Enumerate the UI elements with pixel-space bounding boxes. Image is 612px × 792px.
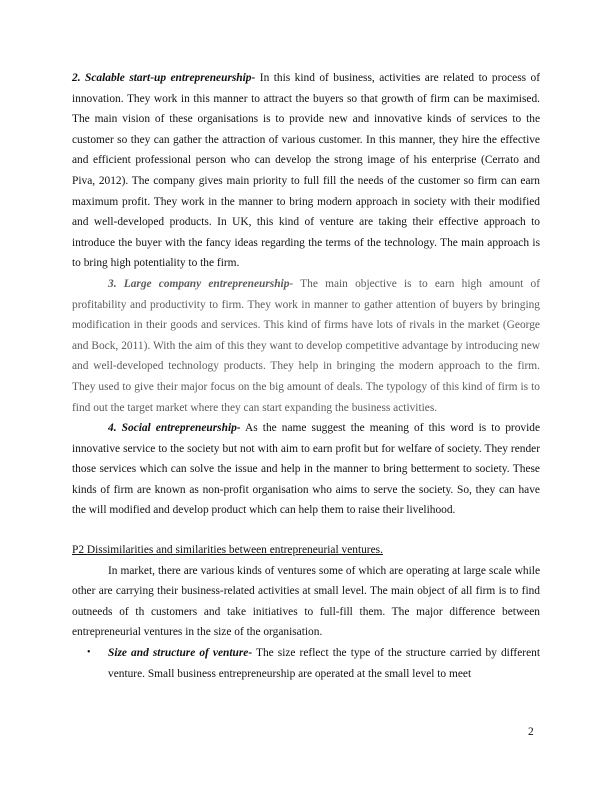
paragraph-body-scalable-startup: In this kind of business, activities are related to process of innovation. They work in this manner to attract the buyers so that growth of firm can be maximised. The main vision of these organisations is to provide new and innovative kinds of services to the customer so they can gather the attraction of various customer. In this manner, they hire the effective and efficient professional person who can develop the strong image of his enterprise (Cerrato and Piva, 2012). The company gives main priority to full fill the needs of the customer so firm can earn maximum profit. They work in the manner to bring modern approach in society with their modified and well-developed products. In UK, this kind of venture are taking their effective approach to introduce the buyer with the fancy ideas regarding the terms of the technology. The main approach is to bring high potentiality to the firm. xyxy=(72,72,541,270)
paragraph-scalable-startup xyxy=(72,68,540,274)
bullet-lead-size-structure: Size and structure of venture- xyxy=(108,647,253,660)
bullet-body-size-structure: The size reflect the type of the structure carried by different venture. Small business entrepreneurship are operated at the small level to meet xyxy=(108,647,540,680)
paragraph-social-entrepreneurship xyxy=(72,418,540,521)
page-content xyxy=(72,68,540,684)
paragraph-lead-large-company: 3. Large company entrepreneurship- xyxy=(108,277,294,290)
paragraph-body-large-company: The main objective is to earn high amount of profitability and productivity to firm. They work in manner to gather attention of buyers by bringing modification in their goods and services. This kind of firms have lots of rivals in the market (George and Bock, 2011). With the aim of this they want to develop competitive advantage by introducing new and well-developed technology products. They help in bringing the modern approach to the firm. They used to give their major focus on the big amount of deals. The typology of this kind of firm is to find out the target market where they can start expanding the business activities. xyxy=(72,277,540,414)
bullet-item-size-structure xyxy=(72,643,540,684)
section-heading: P2 Dissimilarities and similarities between entrepreneurial ventures. xyxy=(72,544,383,557)
paragraph-body-social: As the name suggest the meaning of this word is to provide innovative service to the society but not with aim to earn profit but for welfare of society. They render those services which can solve the issue and help in the manner to bring betterment to society. These kinds of firm are known as non-profit organisation who aims to serve the society. So, they can have the will modified and develop product which can help them to raise their livelihood. xyxy=(72,422,541,517)
bullet-icon: • xyxy=(87,647,91,659)
paragraph-lead-scalable-startup: 2. Scalable start-up entrepreneurship- xyxy=(72,72,256,84)
bullet-list xyxy=(72,643,540,684)
paragraph-large-company xyxy=(72,274,540,418)
intro-paragraph: In market, there are various kinds of ventures some of which are operating at large scale while other are carrying their business-related activities at small level. The main object of all firm is to find outneeds of th customers and take initiatives to full-fill them. The major difference between entrepreneurial ventures in the size of the organisation. xyxy=(72,564,540,639)
page-number: 2 xyxy=(528,726,534,738)
paragraph-lead-social: 4. Social entrepreneurship- xyxy=(108,422,241,435)
